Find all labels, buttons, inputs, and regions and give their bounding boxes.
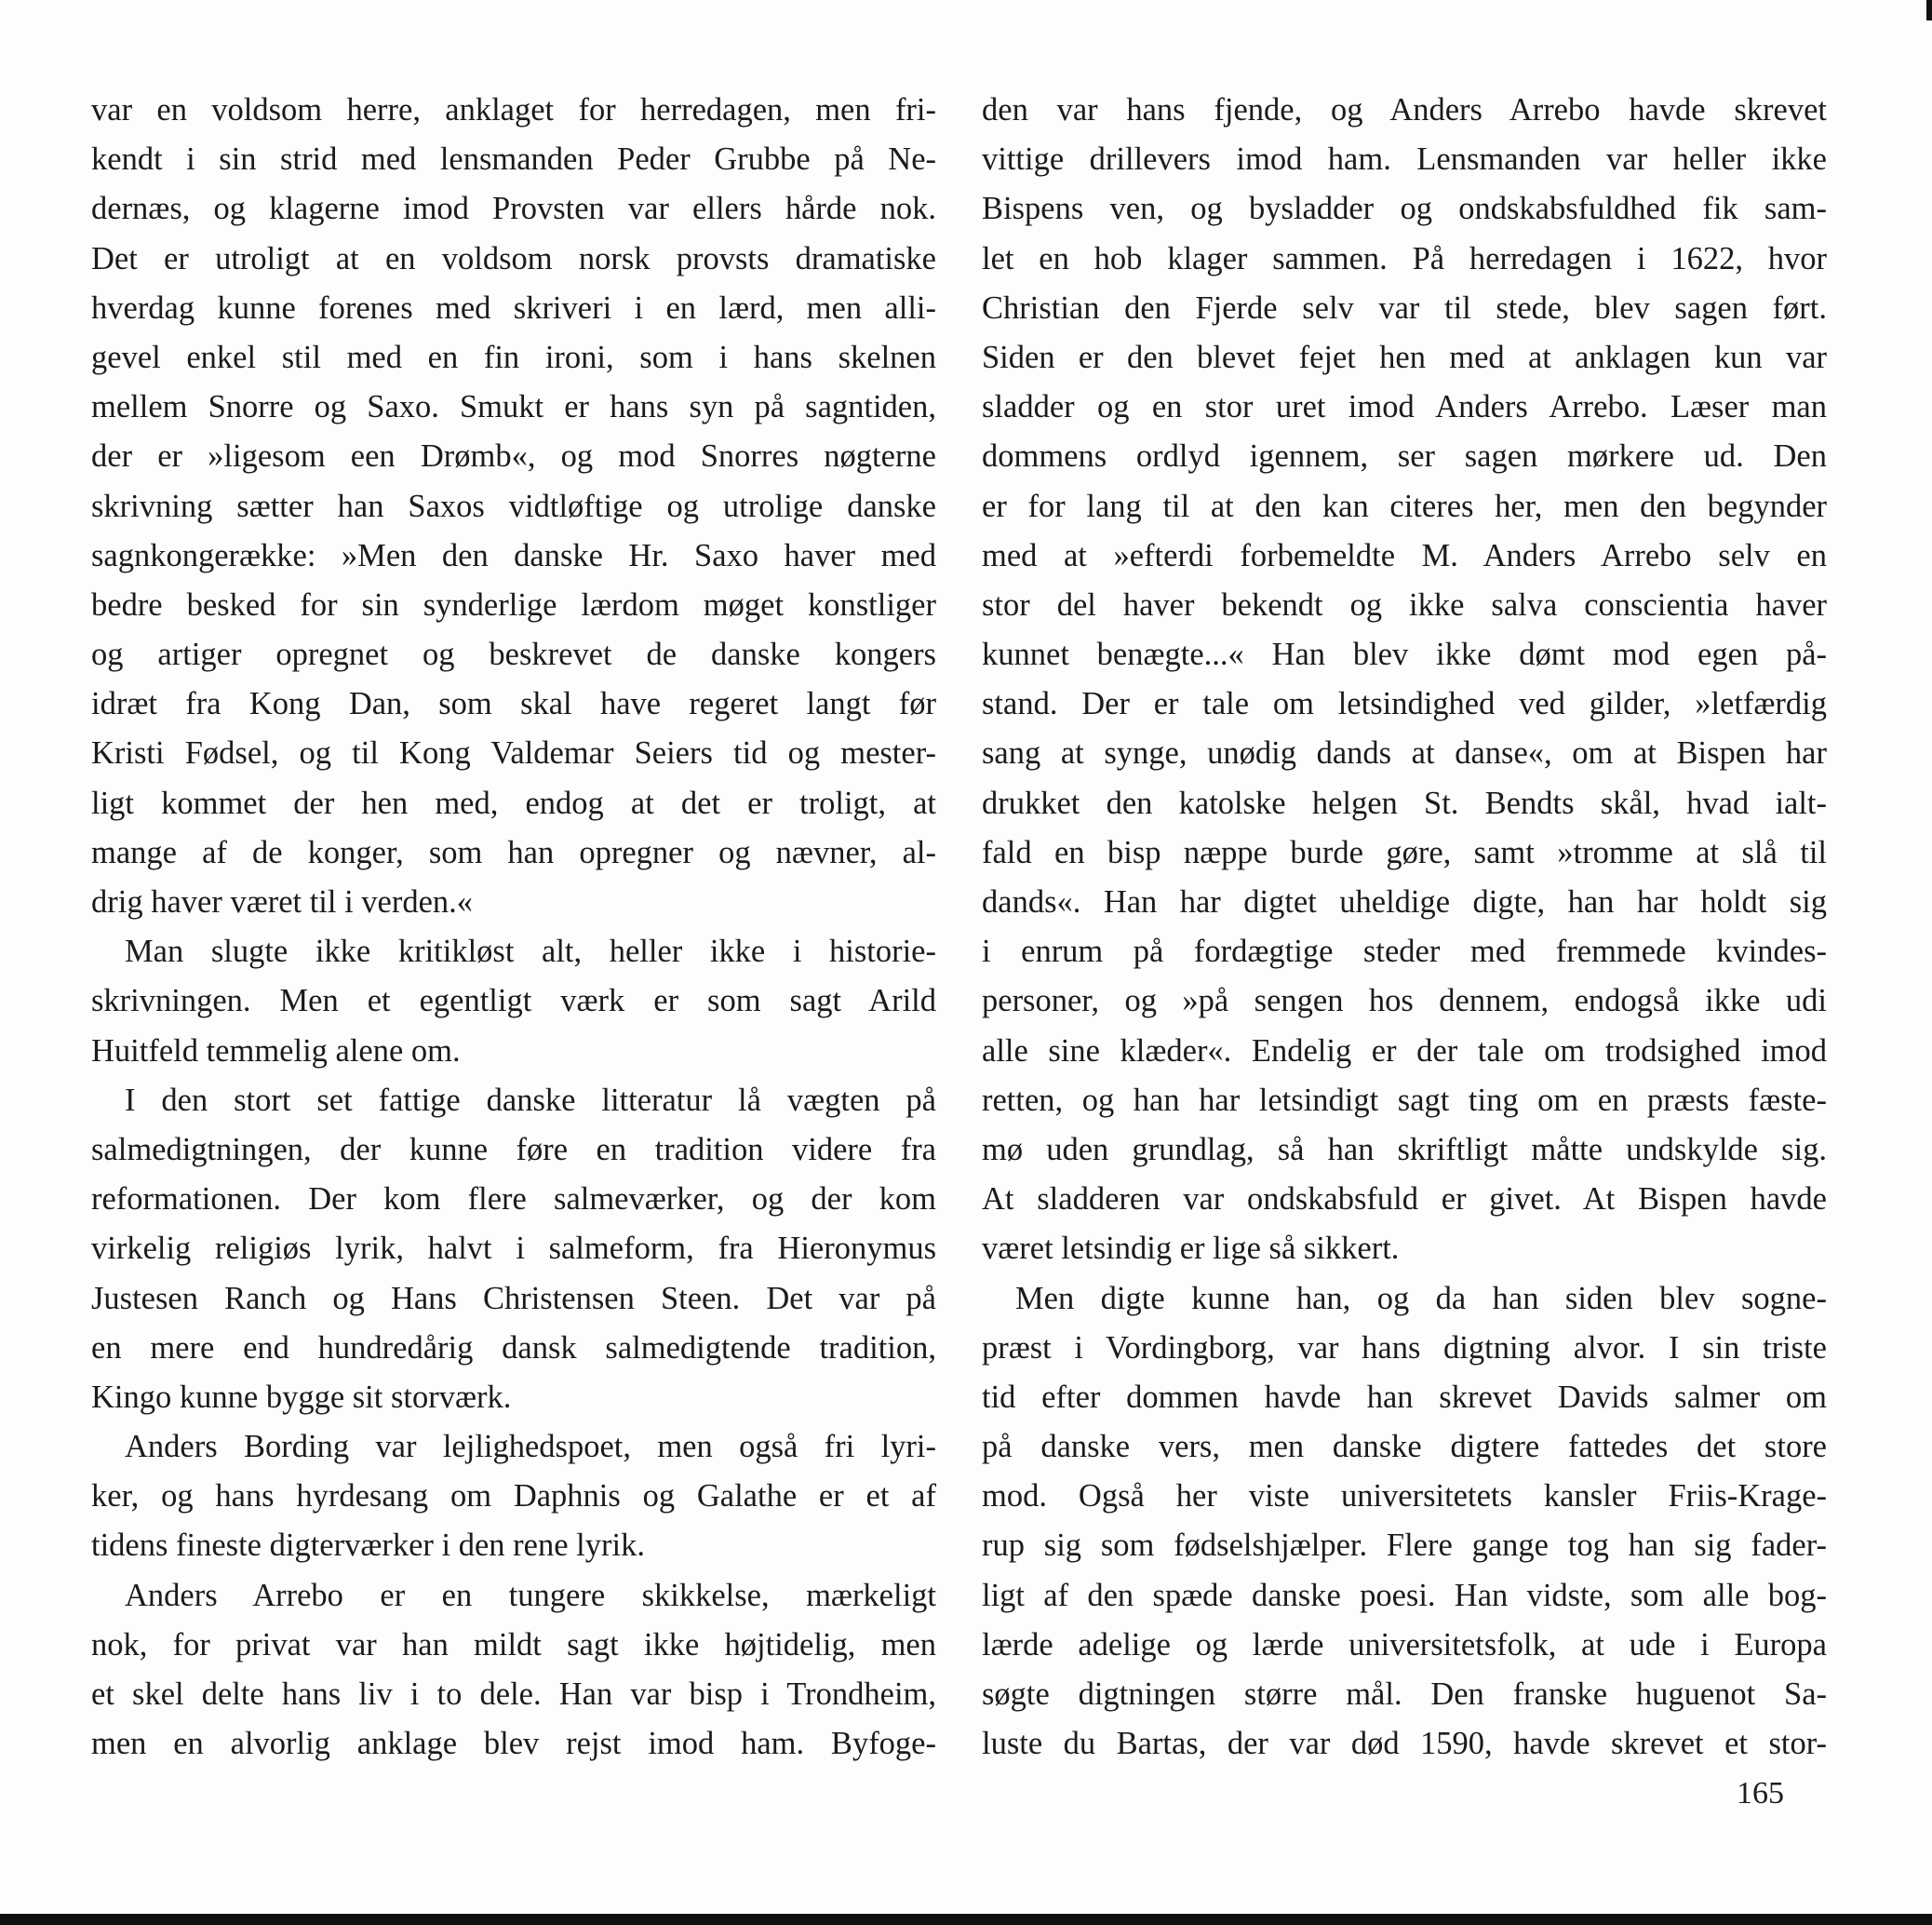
text-line: mellem Snorre og Saxo. Smukt er hans syn på sagntiden, — [91, 389, 936, 425]
left-text-column — [91, 86, 936, 1769]
text-line: hverdag kunne forenes med skriveri i en lærd, men alli- — [91, 289, 936, 326]
text-line: været letsindig er lige så sikkert. — [982, 1231, 1400, 1267]
text-line: et skel delte hans liv i to dele. Han var bisp i Trondheim, — [91, 1676, 936, 1712]
text-line: virkelig religiøs lyrik, halvt i salmeform, fra Hieronymus — [91, 1231, 936, 1267]
text-line: retten, og han har letsindigt sagt ting om en præsts fæste- — [982, 1082, 1827, 1118]
text-line: kendt i sin strid med lensmanden Peder Grubbe på Ne- — [91, 141, 936, 178]
text-line: den var hans fjende, og Anders Arrebo havde skrevet — [982, 92, 1827, 128]
page-number: 165 — [1737, 1776, 1784, 1811]
text-line: og artiger opregnet og beskrevet de danske kongers — [91, 637, 936, 673]
text-line: fald en bisp næppe burde gøre, samt »tromme at slå til — [982, 834, 1827, 870]
text-line: nok, for privat var han mildt sagt ikke højtidelig, men — [91, 1626, 936, 1662]
text-line: Bispens ven, og bysladder og ondskabsfuldhed fik sam- — [982, 191, 1827, 227]
text-line: skrivningen. Men et egentligt værk er som sagt Arild — [91, 983, 936, 1019]
text-line: Huitfeld temmelig alene om. — [91, 1032, 461, 1069]
text-line: drukket den katolske helgen St. Bendts skål, hvad ialt- — [982, 785, 1827, 821]
text-line: på danske vers, men danske digtere fattedes det store — [982, 1429, 1827, 1465]
text-line: Men digte kunne han, og da han siden blev sogne- — [1015, 1280, 1827, 1316]
text-line: Kingo kunne bygge sit storværk. — [91, 1379, 512, 1415]
text-line: tidens fineste digterværker i den rene lyrik. — [91, 1528, 645, 1564]
text-line: tid efter dommen havde han skrevet Davids salmer om — [982, 1379, 1827, 1415]
text-line: skrivning sætter han Saxos vidtløftige og utrolige danske — [91, 488, 936, 524]
text-line: idræt fra Kong Dan, som skal have regeret langt før — [91, 686, 936, 722]
text-line: salmedigtningen, der kunne føre en tradition videre fra — [91, 1131, 936, 1167]
text-line: søgte digtningen større mål. Den franske huguenot Sa- — [982, 1676, 1827, 1712]
text-line: var en voldsom herre, anklaget for herredagen, men fri- — [91, 92, 936, 128]
text-line: vittige drillevers imod ham. Lensmanden var heller ikke — [982, 141, 1827, 178]
text-line: mod. Også her viste universitetets kansler Friis-Krage- — [982, 1478, 1827, 1514]
text-line: ligt kommet der hen med, endog at det er troligt, at — [91, 785, 936, 821]
text-line: der er »ligesom een Drømb«, og mod Snorres nøgterne — [91, 438, 936, 475]
text-line: Siden er den blevet fejet hen med at anklagen kun var — [982, 339, 1827, 375]
text-line: sagnkongerække: »Men den danske Hr. Saxo haver med — [91, 537, 936, 573]
text-line: mange af de konger, som han opregner og nævner, al- — [91, 834, 936, 870]
text-line: personer, og »på sengen hos dennem, endogså ikke udi — [982, 983, 1827, 1019]
text-line: men en alvorlig anklage blev rejst imod ham. Byfoge- — [91, 1726, 936, 1762]
text-line: stor del haver bekendt og ikke salva conscientia haver — [982, 586, 1827, 623]
text-line: kunnet benægte...« Han blev ikke dømt mod egen på- — [982, 637, 1827, 673]
text-line: Det er utroligt at en voldsom norsk provsts dramatiske — [91, 240, 936, 276]
text-line: præst i Vordingborg, var hans digtning alvor. I sin triste — [982, 1329, 1827, 1366]
text-line: ker, og hans hyrdesang om Daphnis og Galathe er et af — [91, 1478, 936, 1514]
text-line: sang at synge, unødig dands at danse«, om at Bispen har — [982, 735, 1827, 772]
right-text-column — [982, 86, 1827, 1769]
text-line: en mere end hundredårig dansk salmedigtende tradition, — [91, 1329, 936, 1366]
scan-edge-bar — [0, 1914, 1932, 1925]
text-line: i enrum på fordægtige steder med fremmede kvindes- — [982, 934, 1827, 970]
text-line: alle sine klæder«. Endelig er der tale om trodsighed imod — [982, 1032, 1827, 1069]
text-line: Justesen Ranch og Hans Christensen Steen. Det var på — [91, 1280, 936, 1316]
text-line: Man slugte ikke kritikløst alt, heller ikke i historie- — [125, 934, 936, 970]
text-line: er for lang til at den kan citeres her, men den begynder — [982, 488, 1827, 524]
text-line: I den stort set fattige danske litteratur lå vægten på — [125, 1082, 936, 1118]
text-line: stand. Der er tale om letsindighed ved gilder, »letfærdig — [982, 686, 1827, 722]
text-line: Kristi Fødsel, og til Kong Valdemar Seiers tid og mester- — [91, 735, 936, 772]
text-line: luste du Bartas, der var død 1590, havde skrevet et stor- — [982, 1726, 1827, 1762]
text-line: lærde adelige og lærde universitetsfolk, at ude i Europa — [982, 1626, 1827, 1662]
text-line: gevel enkel stil med en fin ironi, som i hans skelnen — [91, 339, 936, 375]
text-line: Christian den Fjerde selv var til stede, blev sagen ført. — [982, 289, 1827, 326]
text-line: sladder og en stor uret imod Anders Arrebo. Læser man — [982, 389, 1827, 425]
text-line: ligt af den spæde danske poesi. Han vidste, som alle bog- — [982, 1577, 1827, 1613]
scan-corner-mark — [1926, 0, 1932, 20]
text-line: let en hob klager sammen. På herredagen i 1622, hvor — [982, 240, 1827, 276]
text-line: dands«. Han har digtet uheldige digte, han har holdt sig — [982, 884, 1827, 920]
text-line: dernæs, og klagerne imod Provsten var ellers hårde nok. — [91, 191, 936, 227]
text-line: Anders Bording var lejlighedspoet, men også fri lyri- — [125, 1429, 936, 1465]
text-line: rup sig som fødselshjælper. Flere gange tog han sig fader- — [982, 1528, 1827, 1564]
text-line: med at »efterdi forbemeldte M. Anders Arrebo selv en — [982, 537, 1827, 573]
text-line: mø uden grundlag, så han skriftligt måtte undskylde sig. — [982, 1131, 1827, 1167]
text-line: Anders Arrebo er en tungere skikkelse, mærkeligt — [125, 1577, 936, 1613]
text-line: dommens ordlyd igennem, ser sagen mørkere ud. Den — [982, 438, 1827, 475]
text-line: drig haver været til i verden.« — [91, 884, 474, 920]
text-line: reformationen. Der kom flere salmeværker, og der kom — [91, 1181, 936, 1218]
text-line: At sladderen var ondskabsfuld er givet. At Bispen havde — [982, 1181, 1827, 1218]
text-line: bedre besked for sin synderlige lærdom møget konstliger — [91, 586, 936, 623]
